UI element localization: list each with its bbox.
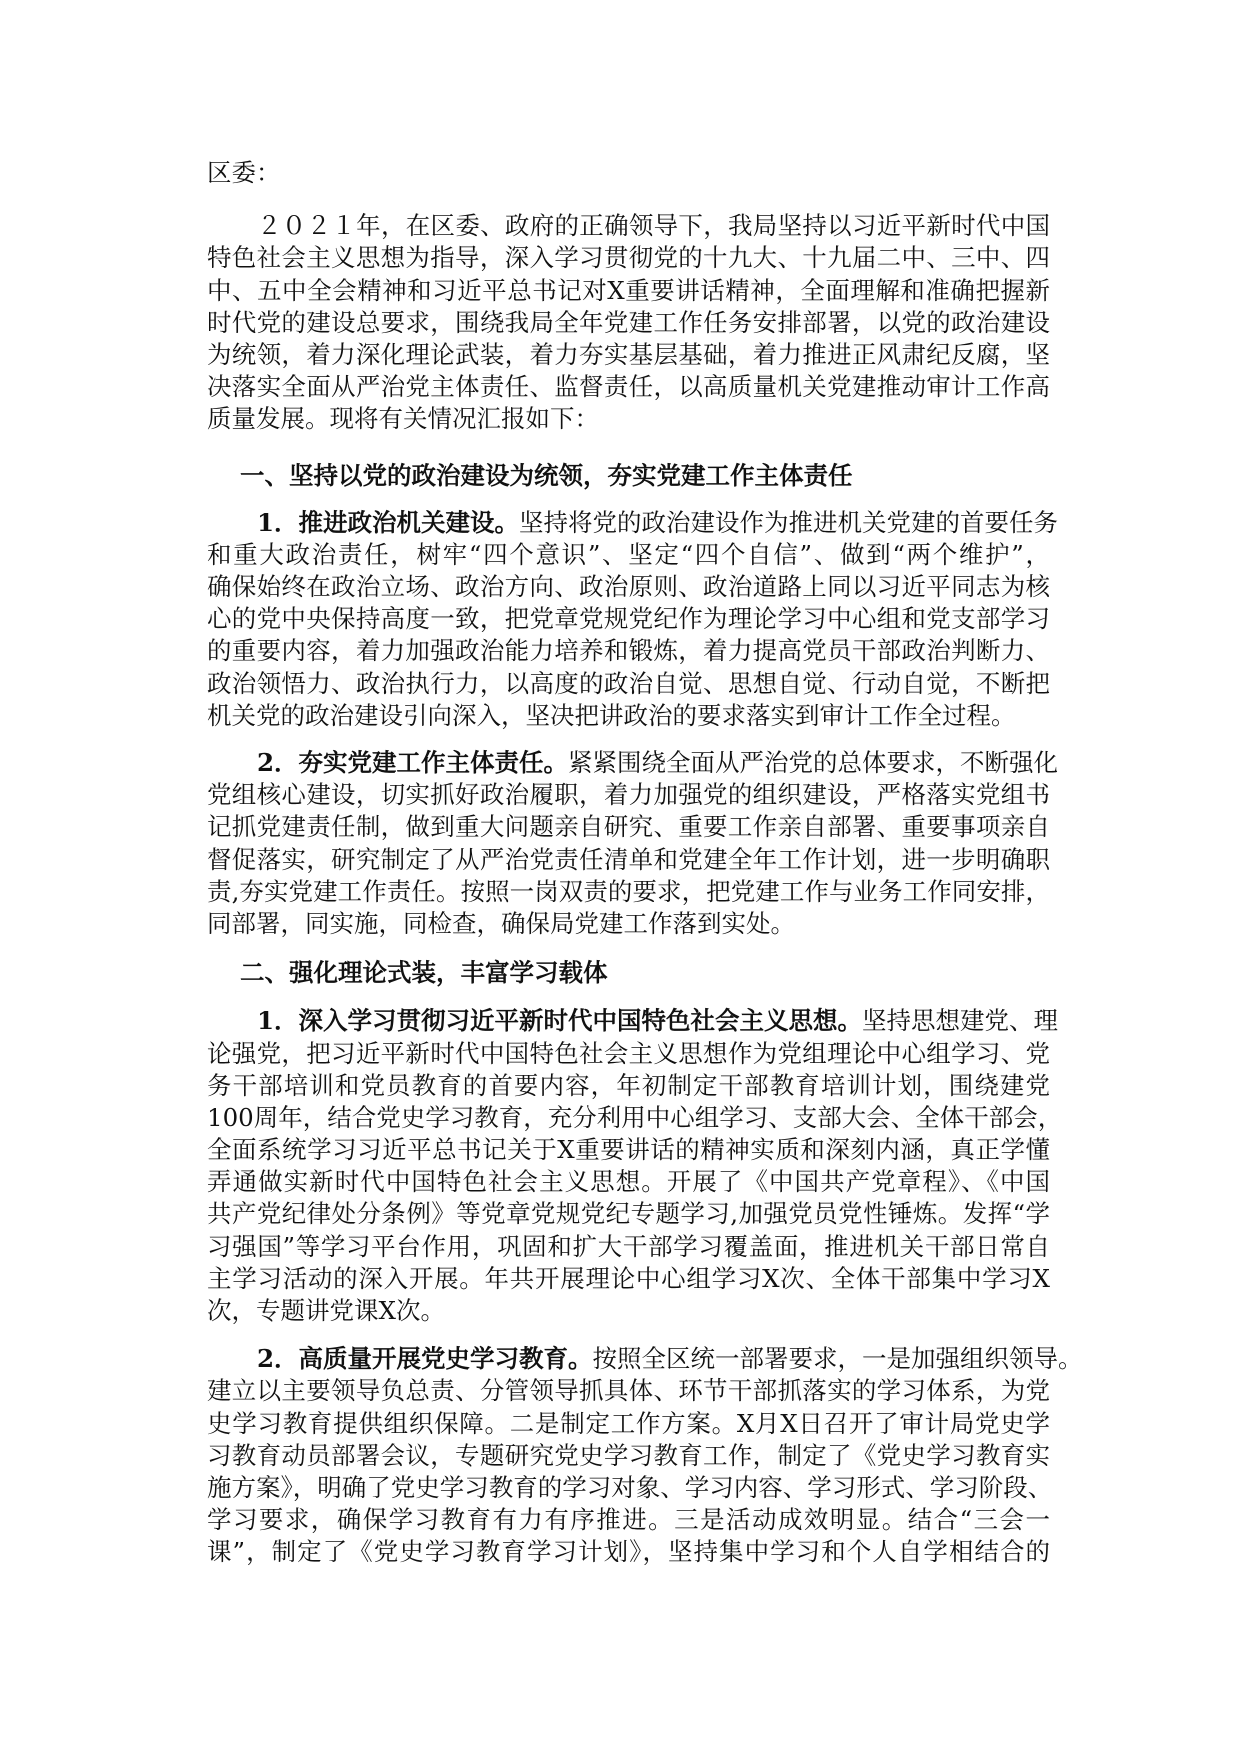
paragraph-line — [207, 1263, 1050, 1295]
paragraph-line — [207, 603, 1050, 635]
line-text: 同部署，同实施，同检查，确保局党建工作落到实处。 — [207, 908, 795, 938]
paragraph-line — [207, 1343, 1083, 1375]
line-text: 习教育动员部署会议，专题研究党史学习教育工作，制定了《党史学习教育实 — [207, 1440, 1050, 1470]
paragraph-line — [207, 1504, 1050, 1536]
paragraph-line — [207, 571, 1050, 603]
section-2-heading — [207, 957, 1050, 989]
line-text: 弄通做实新时代中国特色社会主义思想。开展了《中国共产党章程》、《中国 — [207, 1167, 1050, 1197]
document-body — [207, 157, 1083, 1569]
line-text: 质量发展。现将有关情况汇报如下： — [207, 404, 599, 434]
line-text: 责,夯实党建工作责任。按照一岗双责的要求，把党建工作与业务工作同安排， — [207, 876, 1050, 906]
item-lead-title: 1．推进政治机关建设。 — [257, 507, 520, 537]
item-lead-title: 2．夯实党建工作主体责任。 — [257, 748, 569, 777]
paragraph-line — [207, 747, 1059, 779]
paragraph-line — [207, 1375, 1050, 1407]
paragraph-line — [207, 1134, 1050, 1166]
intro-paragraph — [207, 210, 1050, 435]
line-text: 中、五中全会精神和习近平总书记对X重要讲话精神，全面理解和准确把握新 — [207, 275, 1050, 305]
paragraph-line — [207, 811, 1050, 843]
item-lead-title: 1．深入学习贯彻习近平新时代中国特色社会主义思想。 — [257, 1006, 863, 1036]
line-text: 机关党的政治建设引向深入，坚决把讲政治的要求落实到审计工作全过程。 — [207, 700, 1016, 730]
line-text: 为统领，着力深化理论武装，着力夯实基层基础，着力推进正风肃纪反腐，坚 — [207, 339, 1050, 369]
line-text: 决落实全面从严治党主体责任、监督责任，以高质量机关党建推动审计工作高 — [207, 372, 1050, 402]
paragraph-line — [207, 1070, 1050, 1102]
paragraph-line — [207, 507, 1059, 539]
section-2-item-2 — [207, 1343, 1083, 1568]
line-text: 按照全区统一部署要求，一是加强组织领导。 — [592, 1344, 1083, 1374]
paragraph-line — [207, 1198, 1050, 1230]
paragraph-line — [207, 1440, 1050, 1472]
line-text: 督促落实，研究制定了从严治党责任清单和党建全年工作计划，进一步明确职 — [207, 844, 1050, 874]
line-text: 记抓党建责任制，做到重大问题亲自研究、重要工作亲自部署、重要事项亲自 — [207, 812, 1050, 842]
line-text: 次，专题讲党课X次。 — [207, 1296, 445, 1325]
line-text: 建立以主要领导负总责、分管领导抓具体、环节干部抓落实的学习体系，为党 — [207, 1376, 1050, 1406]
item-lead-title: 2．高质量开展党史学习教育。 — [257, 1344, 593, 1374]
paragraph-line — [207, 1038, 1050, 1070]
heading-text: 一、坚持以党的政治建设为统领，夯实党建工作主体责任 — [240, 460, 853, 490]
paragraph-line — [207, 371, 1050, 403]
paragraph-line — [207, 403, 1050, 435]
paragraph-line — [207, 307, 1050, 339]
section-2-item-1 — [207, 1005, 1063, 1327]
paragraph-line — [207, 339, 1050, 371]
line-text: 特色社会主义思想为指导，深入学习贯彻党的十九大、十九届二中、三中、四 — [207, 243, 1050, 273]
line-text: 习强国”等学习平台作用，巩固和扩大干部学习覆盖面，推进机关干部日常自 — [207, 1231, 1050, 1261]
line-text: 的重要内容，着力加强政治能力培养和锻炼，着力提高党员干部政治判断力、 — [207, 636, 1050, 666]
paragraph-line — [207, 539, 1050, 571]
paragraph-line — [207, 876, 1050, 908]
paragraph-line — [207, 1005, 1059, 1037]
heading-text: 二、强化理论式装，丰富学习载体 — [240, 958, 608, 988]
paragraph-line — [207, 844, 1050, 876]
paragraph-line — [207, 1472, 1053, 1504]
line-text: 施方案》，明确了党史学习教育的学习对象、学习内容、学习形式、学习阶段、 — [207, 1472, 1053, 1502]
line-text: 论强党，把习近平新时代中国特色社会主义思想作为党组理论中心组学习、党 — [207, 1038, 1050, 1068]
paragraph-line — [207, 210, 1050, 242]
section-1-heading — [207, 460, 1050, 492]
line-text: 坚持思想建党、理 — [862, 1006, 1059, 1036]
line-text: 学习要求，确保学习教育有力有序推进。三是活动成效明显。结合“三会一 — [207, 1505, 1050, 1535]
line-text: 共产党纪律处分条例》等党章党规党纪专题学习,加强党员党性锤炼。发挥“学 — [207, 1199, 1050, 1229]
line-text: 全面系统学习习近平总书记关于X重要讲话的精神实质和深刻内涵，真正学懂 — [207, 1135, 1050, 1165]
line-text: 主学习活动的深入开展。年共开展理论中心组学习X次、全体干部集中学习X — [207, 1263, 1050, 1293]
paragraph-line — [207, 635, 1050, 667]
paragraph-line — [207, 779, 1050, 811]
line-text: 史学习教育提供组织保障。二是制定工作方案。X月X日召开了审计局党史学 — [207, 1408, 1050, 1438]
section-1-item-1 — [207, 507, 1059, 732]
line-text: 务干部培训和党员教育的首要内容，年初制定干部教育培训计划，围绕建党 — [207, 1070, 1050, 1100]
paragraph-line — [207, 1295, 1050, 1327]
line-text: ２０２１年，在区委、政府的正确领导下，我局坚持以习近平新时代中国 — [257, 211, 1050, 241]
section-1-item-2 — [207, 747, 1059, 940]
paragraph-line — [207, 908, 1050, 940]
line-text: 心的党中央保持高度一致，把党章党规党纪作为理论学习中心组和党支部学习 — [207, 604, 1050, 634]
line-text: 时代党的建设总要求，围绕我局全年党建工作任务安排部署，以党的政治建设 — [207, 307, 1050, 337]
paragraph-line — [207, 668, 1050, 700]
salutation — [207, 157, 1050, 189]
salutation-text: 区委： — [207, 158, 281, 187]
paragraph-line — [207, 1166, 1050, 1198]
line-text: 坚持将党的政治建设作为推进机关党建的首要任务 — [519, 507, 1059, 537]
line-text: 100周年，结合党史学习教育，充分利用中心组学习、支部大会、全体干部会， — [207, 1102, 1063, 1132]
line-text: 和重大政治责任，树牢“四个意识”、坚定“四个自信”、做到“两个维护”， — [207, 539, 1050, 569]
line-text: 课”，制定了《党史学习教育学习计划》，坚持集中学习和个人自学相结合的 — [207, 1537, 1050, 1567]
paragraph-line — [207, 1408, 1050, 1440]
line-text: 党组核心建设，切实抓好政治履职，着力加强党的组织建设，严格落实党组书 — [207, 780, 1050, 810]
paragraph-line — [207, 275, 1050, 307]
line-text: 紧紧围绕全面从严治党的总体要求，不断强化 — [568, 748, 1059, 777]
paragraph-line — [207, 1102, 1063, 1134]
paragraph-line — [207, 242, 1050, 274]
line-text: 确保始终在政治立场、政治方向、政治原则、政治道路上同以习近平同志为核 — [207, 572, 1050, 602]
paragraph-line — [207, 1536, 1050, 1568]
paragraph-line — [207, 700, 1050, 732]
paragraph-line — [207, 1231, 1050, 1263]
line-text: 政治领悟力、政治执行力，以高度的政治自觉、思想自觉、行动自觉，不断把 — [207, 668, 1050, 698]
